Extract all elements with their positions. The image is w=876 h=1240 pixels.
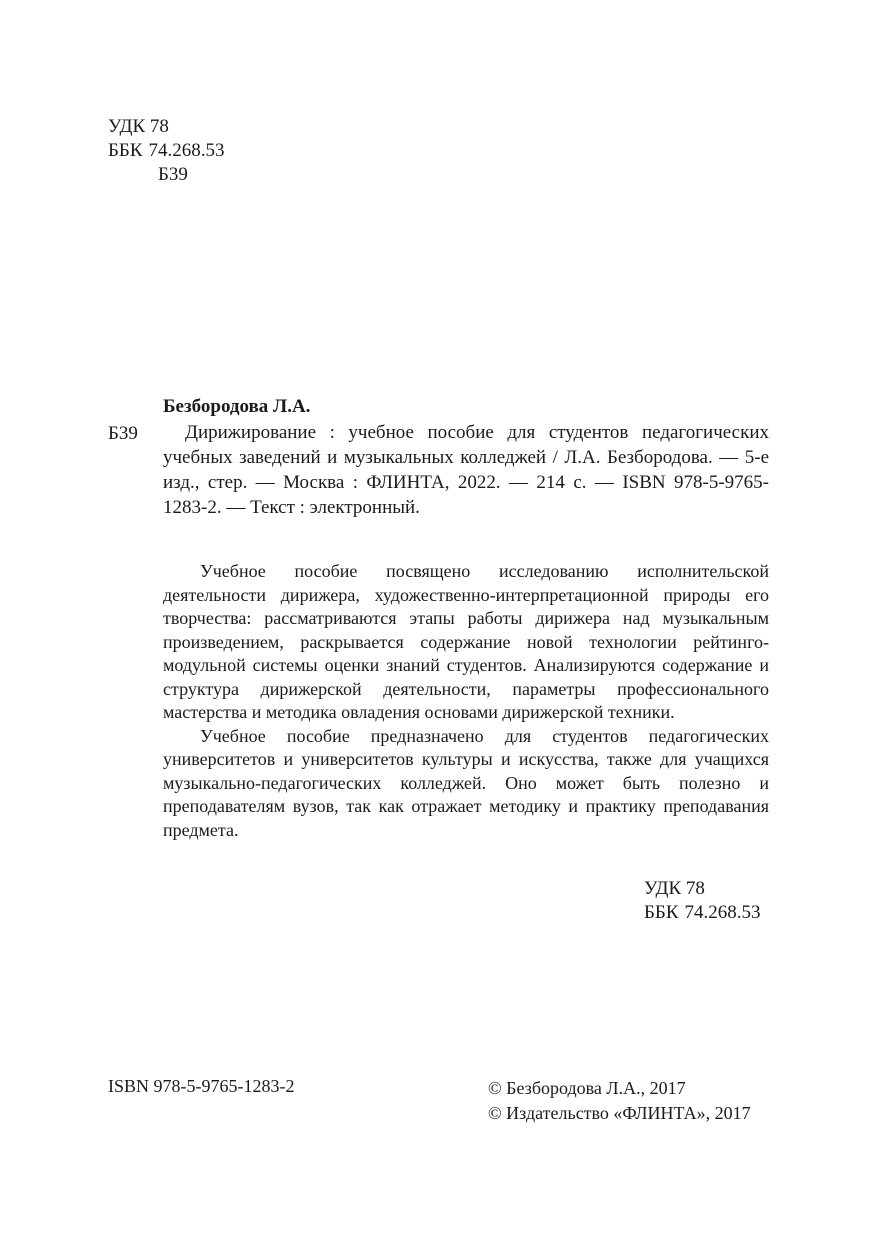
- bottom-bbk-label: ББК: [644, 902, 679, 923]
- annotation: [163, 560, 769, 842]
- copyright-publisher: © Издательство «ФЛИНТА», 2017: [488, 1103, 751, 1123]
- bbk-code: [108, 139, 225, 163]
- udk-code: УДК 78: [108, 116, 169, 137]
- bottom-classification: [644, 877, 761, 925]
- bbk-value: 74.268.53: [148, 140, 225, 161]
- record-author: Безбородова Л.А.: [163, 396, 311, 417]
- biblio-text: Дирижирование : учебное пособие для студентов педагогических учебных заведений и музыкальных колледжей / Л.А. Безбородова. — 5-е изд., стер. — Москва : ФЛИНТА, 2022. — 214 с. — ISBN 978-5-9765-1283-2. — Текст : электронный.: [163, 422, 769, 518]
- copyright-block: [488, 1076, 751, 1126]
- bottom-udk: УДК 78: [644, 878, 705, 899]
- annotation-paragraph-1: Учебное пособие посвящено исследованию исполнительской деятельности дирижера, художественно-интерпретационной природы его творчества: рассматриваются этапы работы дирижера над музыкальным произведением, раскрывается содержание новой технологии рейтинго-модульной системы оценки знаний студентов. Анализируются содержание и структура дирижерской деятельности, параметры профессионального мастерства и методика овладения основами дирижерской техники.: [163, 561, 769, 722]
- header-classification: [108, 115, 225, 187]
- author-mark: Б39: [158, 164, 188, 185]
- isbn: ISBN 978-5-9765-1283-2: [108, 1076, 295, 1096]
- bottom-bbk: [644, 901, 761, 925]
- bibliographic-description: [163, 420, 769, 520]
- bottom-bbk-value: 74.268.53: [684, 902, 761, 923]
- copyright-author: © Безбородова Л.А., 2017: [488, 1078, 686, 1098]
- annotation-paragraph-2: Учебное пособие предназначено для студентов педагогических университетов и университетов культуры и искусства, также для учащихся музыкально-педагогических колледжей. Оно может быть полезно и преподавателям вузов, так как отражает методику и практику преподавания предмета.: [163, 725, 769, 840]
- record-catalog-code: Б39: [108, 423, 138, 444]
- bbk-label: ББК: [108, 140, 143, 161]
